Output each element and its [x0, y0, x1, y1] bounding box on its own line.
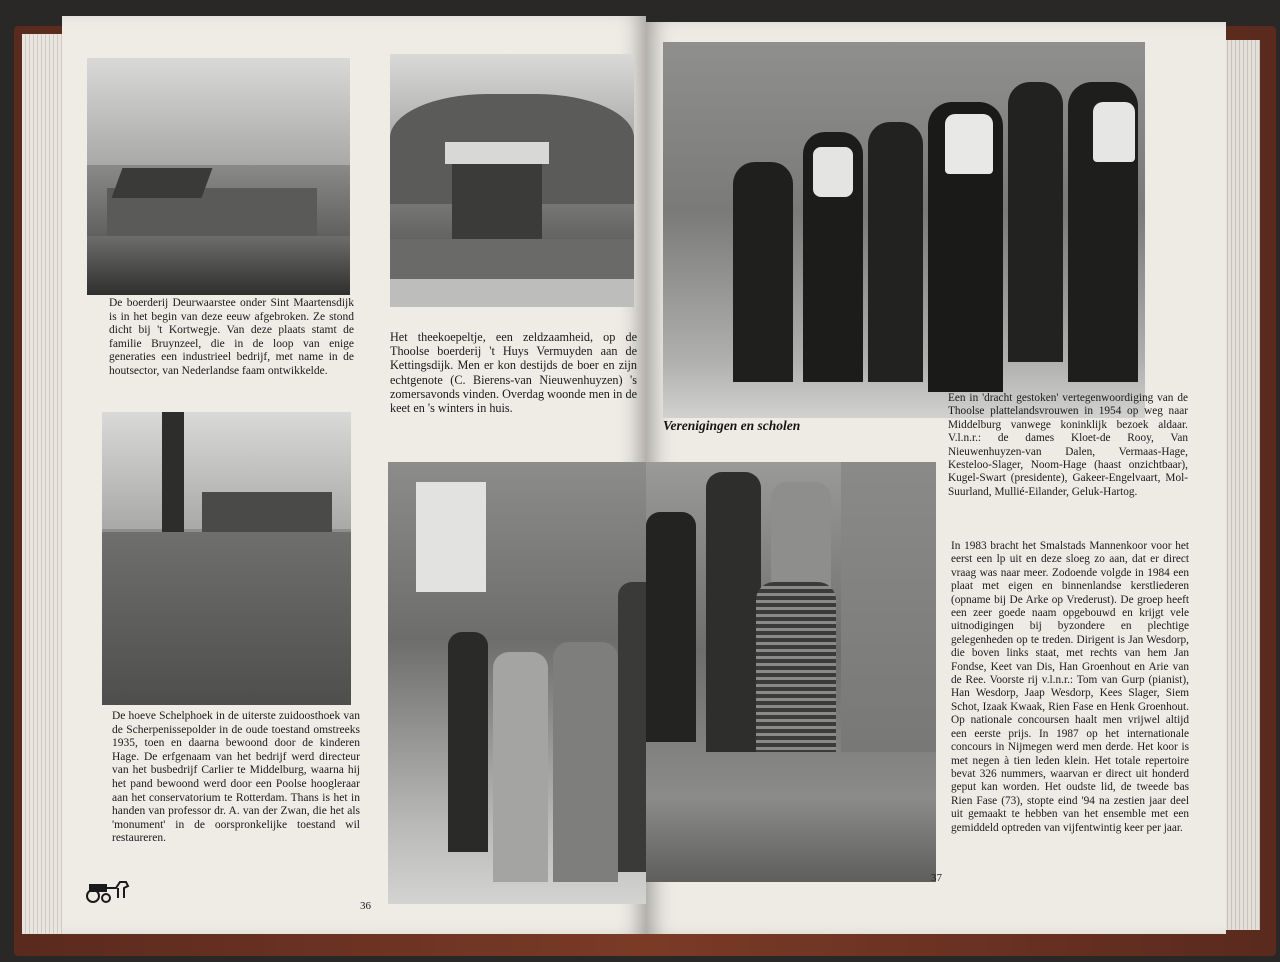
caption-thoolse-women: Een in 'dracht gestoken' vertegenwoordiging van de Thoolse plattelandsvrouwen in 1954 op weg naar Middelburg vanwege koninklijk bezoek aldaar. V.l.n.r.: de dames Kloet-de Rooy, Van Nieuwenhuyzen-van Dalen, Vermaas-Hage, Kesteloo-Slager, Noom-Hage (haast onzichtbaar), Kugel-Swart (presidente), Gakeer-Engelvaart, Mol-Suurland, Mullié-Eilander, Geluk-Hartog.	[948, 392, 1188, 498]
photo-schelphoek-farm	[102, 412, 351, 705]
caption-deurwaarstee: De boerderij Deurwaarstee onder Sint Maartensdijk is in het begin van deze eeuw afgebroken. Ze stond dicht bij 't Kortwegje. Van deze plaats stamt de familie Bruynzeel, die in de loop van enige generaties een industrieel bedrijf, met name in de houtsector, van Nederlandse faam ontwikkelde.	[109, 297, 354, 377]
page-number-right: 37	[931, 872, 942, 884]
horse-carriage-icon	[84, 874, 134, 904]
caption-mens-choir: In 1983 bracht het Smalstads Mannenkoor voor het eerst een lp uit en deze sloeg zo aan, dat er direct vraag was naar meer. Zodoende volgde in 1984 een plaat met eigen en binnenlandse kerstliederen (opname bij De Arke op Vrederust). De groep heeft een zeer goede naam opgebouwd en krijgt vele uitnodigingen bij byzondere en plechtige gelegenheden op te treden. Dirigent is Jan Wesdorp, die boven links staat, met rechts van hem Jan Fondse, Keet van Dis, Han Groenhout en Arie van de Ree. Voorste rij v.l.n.r.: Tom van Gurp (pianist), Han Wesdorp, Jaap Wesdorp, Kees Slager, Siem Schot, Izaak Kwaak, Rien Fase en Henk Groenhout. Op nationale concoursen haalt men vrijwel altijd een eerste prijs. In 1987 op het internationale concours in Nijmegen werd men derde. Het koor is met negen à tien leden klein. Het totale repertoire bevat 326 nummers, waarvan er direct uit honderd geput kan worden. Het oudste lid, de tweede bas Rien Fase (73), stopte eind '94 na zestien jaar deel uit gemaakt te hebben van het ensemble met een gemiddeld optreden van vijfentwintig keer per jaar.	[951, 540, 1189, 834]
right-page	[646, 22, 1226, 934]
photo-farmhouse-deurwaarstee	[87, 58, 350, 295]
photo-mens-choir-right	[646, 462, 936, 882]
section-heading-verenigingen: Verenigingen en scholen	[663, 418, 801, 433]
caption-tea-pavilion: Het theekoepeltje, een zeldzaamheid, op de Thoolse boerderij 't Huys Vermuyden aan de Kettingsdijk. Men er kon destijds de boer en zijn echtgenote (C. Bierens-van Nieuwenhuyzen) 's zomersavonds vinden. Overdag woonde men in de keet en 's winters in huis.	[390, 330, 637, 416]
left-page	[62, 16, 646, 934]
page-number-left: 36	[360, 900, 371, 912]
photo-tea-pavilion	[390, 54, 634, 307]
caption-schelphoek: De hoeve Schelphoek in de uiterste zuidoosthoek van de Scherpenissepolder in de oude toestand omstreeks 1935, toen en daarna bewoond door de kinderen Hage. De erfgenaam van het bedrijf werd directeur van het busbedrijf Carlier te Middelburg, waarna hij het pand bewoond werd door een Poolse hoogleraar aan het conservatorium te Rotterdam. Thans is het in handen van professor dr. A. van der Zwan, die het als 'monument' in de oorspronkelijke toestand wil restaureren.	[112, 710, 360, 845]
photo-thoolse-women-1954	[663, 42, 1145, 418]
